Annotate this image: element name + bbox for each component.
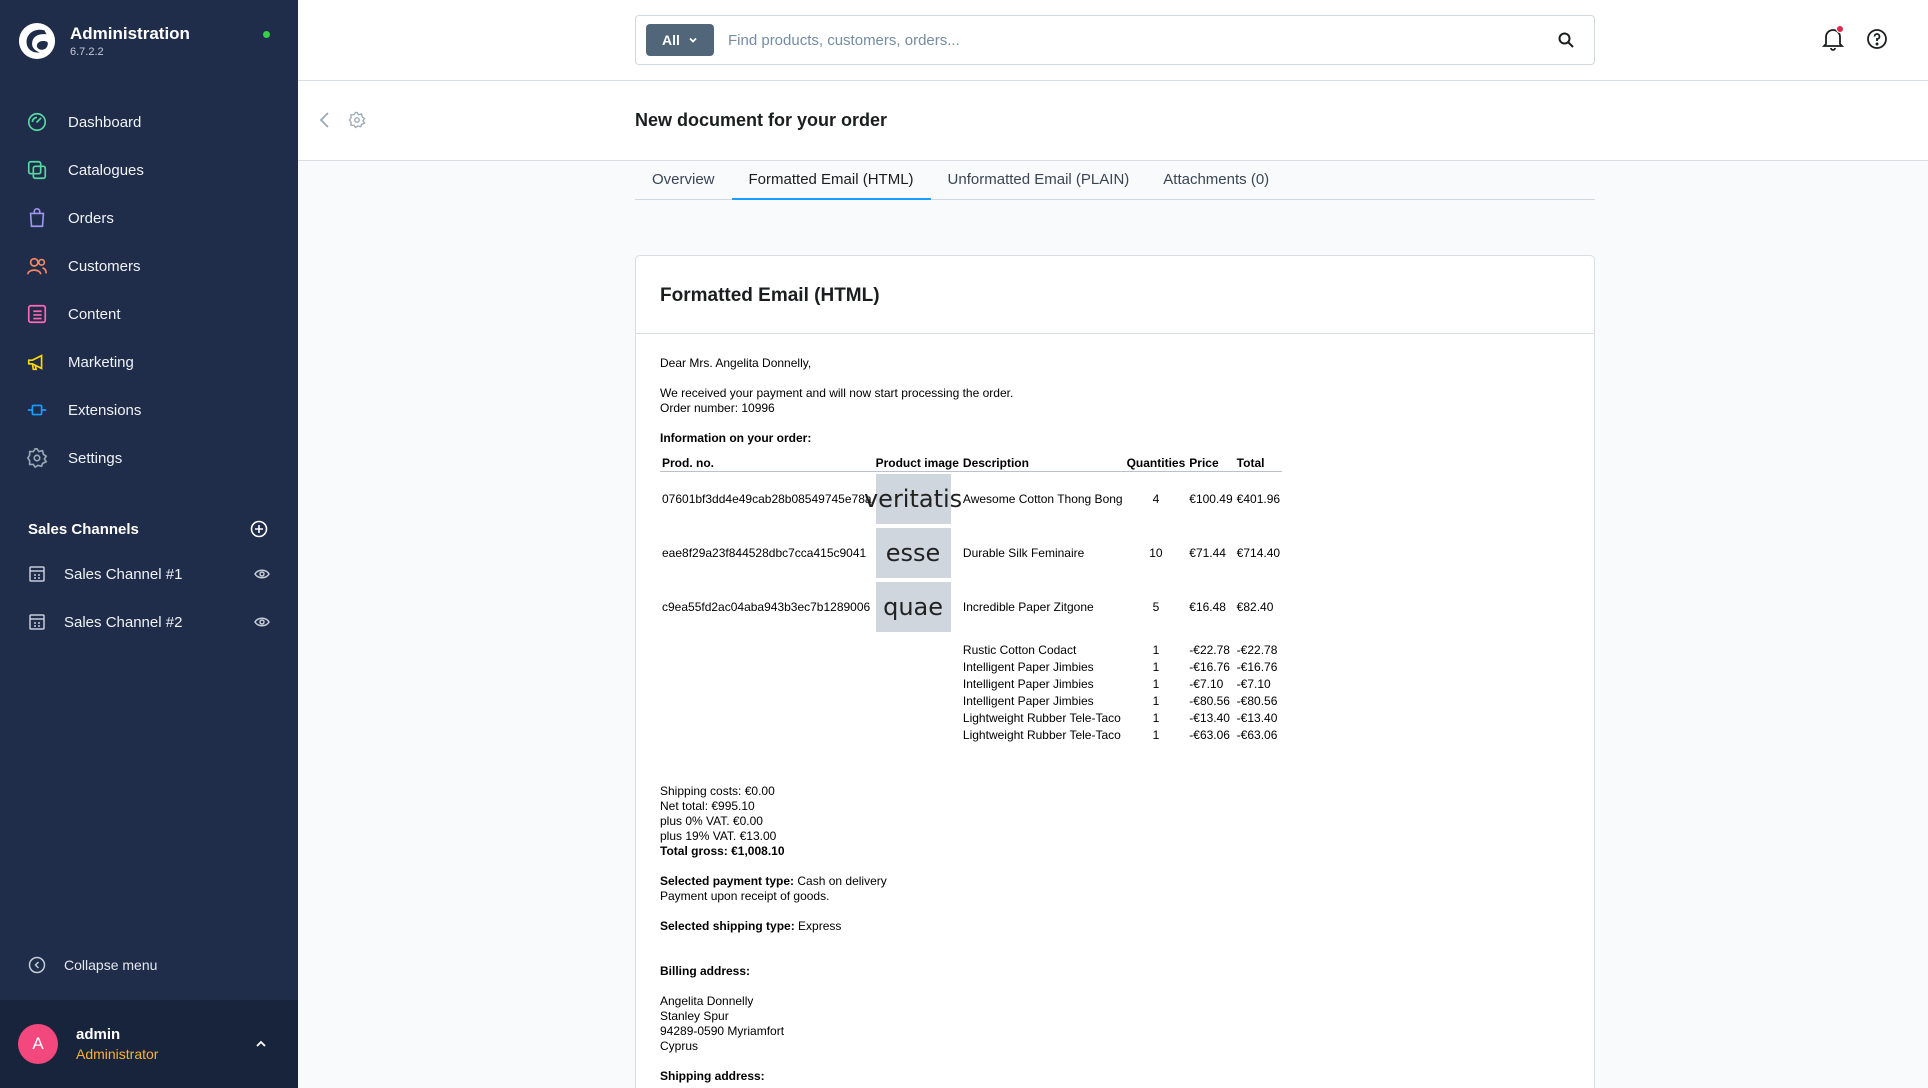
total: €401.96 (1236, 491, 1281, 506)
payment-info (660, 874, 1282, 904)
vat-0: plus 0% VAT. €0.00 (660, 814, 763, 828)
total: -€80.56 (1236, 694, 1278, 708)
column-header: Description (961, 456, 1125, 472)
empty-cell (660, 659, 874, 676)
product-image-cell (874, 580, 961, 634)
avatar: A (18, 1024, 58, 1064)
marketing-icon (26, 351, 48, 373)
eye-icon[interactable] (254, 614, 270, 630)
collapse-menu-label: Collapse menu (64, 957, 158, 973)
quantity: 1 (1152, 694, 1160, 708)
total: €714.40 (1236, 545, 1281, 560)
add-sales-channel-icon[interactable] (250, 520, 268, 538)
empty-cell (874, 659, 961, 676)
empty-cell (874, 693, 961, 710)
search-input[interactable] (728, 32, 1546, 49)
page-title: New document for your order (635, 110, 888, 130)
help-icon (1866, 28, 1888, 50)
chevron-down-icon (688, 35, 698, 45)
empty-cell (874, 676, 961, 693)
customers-icon (26, 255, 48, 277)
nav-item-dashboard[interactable] (0, 98, 298, 146)
empty-cell (874, 634, 961, 659)
nav-item-orders[interactable] (0, 194, 298, 242)
total: -€13.40 (1236, 711, 1278, 725)
billing-line: Angelita Donnelly (660, 994, 754, 1008)
payment-label: Selected payment type: (660, 874, 795, 888)
description: Incredible Paper Zitgone (962, 599, 1094, 614)
price: -€7.10 (1189, 677, 1224, 691)
brand-version: 6.7.2.2 (70, 46, 104, 58)
tab-overview[interactable]: Overview (652, 171, 715, 188)
price: -€16.76 (1189, 660, 1230, 674)
order-info-heading: Information on your order: (660, 431, 812, 445)
nav-label: Settings (68, 449, 123, 467)
nav-label: Customers (68, 257, 141, 275)
email-line: We received your payment and will now start processing the order. (660, 386, 1014, 400)
sales-channels-header (28, 520, 268, 538)
sales-channel-label: Sales Channel #2 (64, 613, 183, 631)
top-bar (298, 0, 1928, 81)
user-name: admin (76, 1026, 121, 1043)
tab-formatted-email[interactable]: Formatted Email (HTML) (732, 162, 931, 199)
column-header: Total (1235, 456, 1282, 472)
shopware-logo-icon (18, 22, 56, 60)
total: -€16.76 (1236, 660, 1278, 674)
search-type-label: All (662, 32, 680, 48)
help-button[interactable] (1866, 28, 1888, 55)
search-type-dropdown[interactable] (646, 24, 714, 56)
table-row (660, 580, 1282, 634)
description: Rustic Cotton Codact (962, 643, 1077, 657)
product-image-cell (863, 472, 963, 527)
table-row (660, 526, 1282, 580)
price: -€13.40 (1189, 711, 1230, 725)
product-number: c9ea55fd2ac04aba943b3ec7b1289006 (662, 599, 871, 614)
email-content (660, 356, 1282, 1084)
table-row (660, 472, 1282, 527)
storefront-icon (28, 565, 46, 583)
billing-line: Stanley Spur (660, 1009, 729, 1023)
billing-line: Cyprus (660, 1039, 699, 1053)
quantity: 1 (1152, 660, 1160, 674)
product-number: eae8f29a23f844528dbc7cca415c9041 (662, 545, 867, 560)
eye-icon[interactable] (254, 566, 270, 582)
product-image: veritatis (876, 474, 951, 524)
billing-address (660, 964, 1282, 1054)
brand[interactable] (18, 22, 190, 60)
tab-unformatted-email[interactable]: Unformatted Email (PLAIN) (947, 171, 1130, 188)
empty-cell (660, 676, 874, 693)
shipping-address-heading: Shipping address: (660, 1069, 765, 1083)
empty-cell (874, 727, 961, 744)
price: €71.44 (1189, 545, 1226, 560)
empty-cell (660, 634, 874, 659)
content-icon (26, 303, 48, 325)
nav-item-catalogues[interactable] (0, 146, 298, 194)
empty-cell (660, 727, 874, 744)
vat-19: plus 19% VAT. €13.00 (660, 829, 777, 843)
nav-item-content[interactable] (0, 290, 298, 338)
nav-item-settings[interactable] (0, 434, 298, 482)
chevron-up-icon[interactable] (254, 1037, 268, 1051)
description: Awesome Cotton Thong Bong (962, 491, 1123, 506)
sales-channels-title: Sales Channels (28, 520, 139, 538)
card-title: Formatted Email (HTML) (636, 256, 1594, 334)
nav-label: Orders (68, 209, 114, 227)
storefront-icon (28, 613, 46, 631)
quantity: 1 (1152, 643, 1160, 657)
extensions-icon (26, 399, 48, 421)
quantity: 1 (1152, 711, 1160, 725)
quantity: 1 (1152, 677, 1160, 691)
quantity: 1 (1152, 728, 1160, 742)
nav-label: Content (68, 305, 121, 323)
shipping-label: Selected shipping type: (660, 919, 795, 933)
notification-badge (1836, 25, 1844, 33)
shipping-costs: Shipping costs: €0.00 (660, 784, 775, 798)
email-preview-card (635, 255, 1595, 1088)
order-totals (660, 784, 1282, 859)
column-header: Price (1187, 456, 1234, 472)
empty-cell (874, 710, 961, 727)
nav-label: Marketing (68, 353, 134, 371)
description: Intelligent Paper Jimbies (962, 677, 1094, 691)
sales-channel-list (0, 550, 298, 646)
status-indicator (263, 31, 270, 38)
description: Intelligent Paper Jimbies (962, 660, 1094, 674)
empty-cell (660, 693, 874, 710)
orders-icon (26, 207, 48, 229)
quantity: 10 (1149, 545, 1163, 560)
sales-channel-item[interactable] (0, 550, 298, 598)
empty-cell (660, 710, 874, 727)
discount-row (660, 676, 1282, 693)
total: -€22.78 (1236, 643, 1278, 657)
total: €82.40 (1236, 599, 1274, 614)
product-image: quae (876, 582, 951, 632)
discount-row (660, 710, 1282, 727)
price: €100.49 (1189, 491, 1233, 506)
catalogues-icon (26, 159, 48, 181)
brand-title: Administration (70, 24, 190, 43)
sales-channel-label: Sales Channel #1 (64, 565, 183, 583)
price: -€22.78 (1189, 643, 1230, 657)
collapse-menu-button[interactable] (28, 956, 157, 974)
quantity: 5 (1152, 599, 1160, 614)
order-items-table (660, 456, 1282, 744)
column-header: Product image (875, 456, 959, 470)
user-role: Administrator (76, 1046, 159, 1062)
discount-row (660, 634, 1282, 659)
price: -€63.06 (1189, 728, 1230, 742)
nav-label: Extensions (68, 401, 142, 419)
billing-heading: Billing address: (660, 964, 751, 978)
discount-row (660, 727, 1282, 744)
nav-label: Catalogues (68, 161, 144, 179)
quantity: 4 (1152, 491, 1160, 506)
email-greeting: Dear Mrs. Angelita Donnelly, (660, 356, 812, 370)
order-number: Order number: 10996 (660, 401, 775, 415)
dashboard-icon (26, 111, 48, 133)
gear-icon[interactable] (348, 111, 366, 129)
user-menu[interactable] (0, 1000, 298, 1088)
nav-item-extensions[interactable] (0, 386, 298, 434)
total-gross: Total gross: €1,008.10 (660, 844, 785, 858)
sales-channel-item[interactable] (0, 598, 298, 646)
total: -€63.06 (1236, 728, 1278, 742)
search-button[interactable] (1546, 20, 1586, 60)
net-total: Net total: €995.10 (660, 799, 755, 813)
price: €16.48 (1189, 599, 1226, 614)
shipping-value: Express (798, 919, 842, 933)
payment-note: Payment upon receipt of goods. (660, 889, 830, 903)
back-arrow-icon[interactable] (318, 111, 330, 129)
collapse-chevron-icon (28, 956, 46, 974)
global-search (635, 15, 1595, 65)
discount-row (660, 693, 1282, 710)
description: Durable Silk Feminaire (962, 545, 1085, 560)
price: -€80.56 (1189, 694, 1230, 708)
nav-item-customers[interactable] (0, 242, 298, 290)
nav-item-marketing[interactable] (0, 338, 298, 386)
smart-bar (298, 81, 1928, 161)
billing-line: 94289-0590 Myriamfort (660, 1024, 785, 1038)
notifications-button[interactable] (1822, 27, 1844, 56)
product-image-cell (874, 526, 961, 580)
payment-value: Cash on delivery (797, 874, 887, 888)
tab-bar (635, 162, 1595, 200)
column-header: Quantities (1126, 456, 1186, 470)
description: Lightweight Rubber Tele-Taco (962, 728, 1121, 742)
search-icon (1558, 32, 1574, 48)
sidebar (0, 0, 298, 1088)
product-image: esse (876, 528, 951, 578)
discount-row (660, 659, 1282, 676)
shipping-info (660, 919, 1282, 934)
settings-icon (26, 447, 48, 469)
main-nav (0, 98, 298, 482)
total: -€7.10 (1236, 677, 1271, 691)
column-header: Prod. no. (660, 456, 874, 472)
description: Lightweight Rubber Tele-Taco (962, 711, 1121, 725)
nav-label: Dashboard (68, 113, 142, 131)
product-number: 07601bf3dd4e49cab28b08549745e78a (662, 491, 872, 506)
description: Intelligent Paper Jimbies (962, 694, 1094, 708)
tab-attachments[interactable]: Attachments (0) (1163, 171, 1270, 188)
